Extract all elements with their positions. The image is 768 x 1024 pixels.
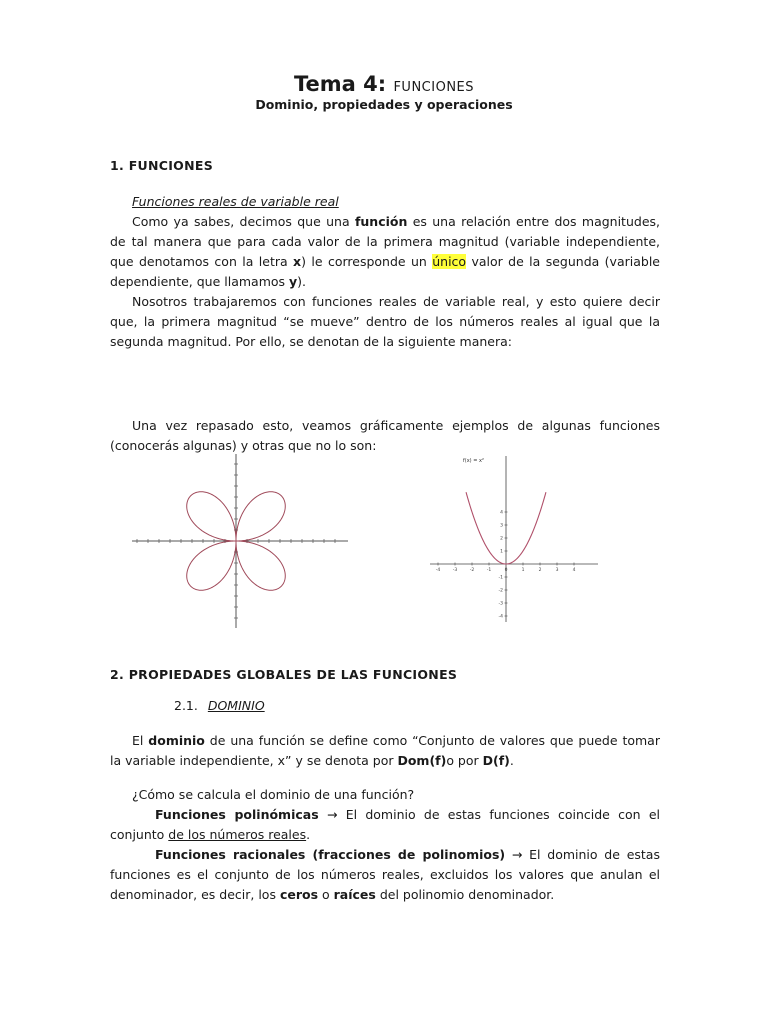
rational-arrow-icon: →: [511, 847, 523, 862]
p1-y: y: [289, 274, 298, 289]
section-2-paragraph-1: [110, 731, 660, 771]
parabola-x-tick-label: -1: [486, 568, 492, 573]
rational-text-a: El dominio de estas funciones es el conjunto de los números reales, excluidos los valores que anulan el denominador, es decir, los: [110, 847, 660, 902]
parabola-x-tick-label: -2: [469, 568, 475, 573]
section-1-subheading: [110, 192, 660, 212]
s2p1-text-g: .: [509, 753, 514, 768]
p1-text-c: es una relación entre dos magnitudes, de tal manera que para cada valor de la primera magnitud (variable independiente, que denotamos con la letra: [110, 214, 660, 269]
p2-text: Nosotros trabajaremos con funciones reales de variable real, y esto quiere decir que, la primera magnitud “se mueve” dentro de los números reales al igual que la segunda magnitud. Por ello, se denotan de la siguiente manera:: [110, 294, 660, 349]
s2p1-text-c: de una función se define como “Conjunto de valores que puede tomar la variable independiente, x” y se denota por: [110, 733, 660, 768]
rational-paragraph: [110, 845, 660, 905]
parabola-y-tick-label: 3: [500, 523, 503, 529]
rose-curve-figure: [128, 452, 352, 630]
s2p1-dominio: dominio: [148, 733, 205, 748]
s2p1-df: D(f): [482, 753, 510, 768]
rational-raices: raíces: [333, 887, 376, 902]
parabola-y-tick-label: -2: [498, 588, 503, 594]
p1-text-g: valor de la segunda (variable dependiente, que llamamos: [110, 254, 660, 289]
p1-text-e: ) le corresponde un: [301, 254, 433, 269]
poly-reales: de los números reales: [168, 827, 307, 842]
section-1-heading: 1. FUNCIONES: [110, 158, 214, 173]
title-prefix: Tema 4:: [293, 72, 387, 96]
parabola-y-tick-label: 2: [500, 536, 503, 542]
s2p1-text-a: El: [132, 733, 149, 748]
rational-ceros: ceros: [279, 887, 319, 902]
parabola-x-tick-label: 0: [504, 568, 508, 573]
p3-text: Una vez repasado esto, veamos gráficamente ejemplos de algunas funciones (conocerás algunas) y otras que no lo son:: [110, 418, 660, 453]
parabola-y-tick-label: 4: [500, 510, 503, 516]
parabola-x-tick-label: -3: [452, 568, 458, 573]
poly-label: Funciones polinómicas: [155, 807, 319, 822]
subheading-text: Funciones reales de variable real: [132, 194, 339, 209]
question-text: ¿Cómo se calcula el dominio de una función?: [132, 787, 415, 802]
parabola-x-tick-label: 4: [572, 568, 576, 573]
section-1-paragraph-3: [110, 416, 660, 456]
parabola-figure: [426, 454, 602, 624]
page-title: [0, 72, 768, 96]
s2p1-text-e: o por: [446, 753, 483, 768]
s2p1-domf: Dom(f): [397, 753, 447, 768]
rational-label: Funciones racionales (fracciones de polinomios): [155, 847, 506, 862]
rational-text-e: del polinomio denominador.: [375, 887, 555, 902]
dominio-title: DOMINIO: [207, 698, 265, 713]
parabola-x-tick-label: 3: [555, 568, 559, 573]
section-1-paragraph-2: [110, 292, 660, 352]
polynomial-paragraph: [110, 805, 660, 845]
parabola-function-label: f(x) = x²: [463, 458, 484, 464]
dominio-number: 2.1.: [174, 698, 198, 713]
dominio-subheading: [174, 698, 265, 713]
parabola-x-tick-label: -4: [435, 568, 441, 573]
poly-arrow-icon: →: [326, 807, 338, 822]
parabola-y-tick-label: -4: [498, 614, 503, 620]
parabola-x-tick-label: 2: [538, 568, 542, 573]
page-subtitle: Dominio, propiedades y operaciones: [255, 97, 513, 112]
parabola-y-tick-label: -3: [498, 601, 503, 607]
poly-text-a: El dominio de estas funciones coincide con el conjunto: [110, 807, 660, 842]
parabola-y-tick-label: -1: [498, 575, 503, 581]
p1-x: x: [293, 254, 302, 269]
title-topic: FUNCIONES: [393, 80, 475, 95]
parabola-y-tick-label: 1: [500, 549, 503, 555]
section-2-question: [110, 785, 660, 805]
p1-text-i: ).: [297, 274, 307, 289]
rational-text-c: o: [318, 887, 334, 902]
p1-funcion: función: [354, 214, 408, 229]
p1-text-a: Como ya sabes, decimos que una: [132, 214, 355, 229]
section-2-heading: 2. PROPIEDADES GLOBALES DE LAS FUNCIONES: [110, 667, 458, 682]
p1-unico-highlight: único: [432, 254, 467, 269]
parabola-x-tick-label: 1: [521, 568, 525, 573]
section-1-paragraph-1: [110, 212, 660, 292]
poly-text-c: .: [306, 827, 311, 842]
